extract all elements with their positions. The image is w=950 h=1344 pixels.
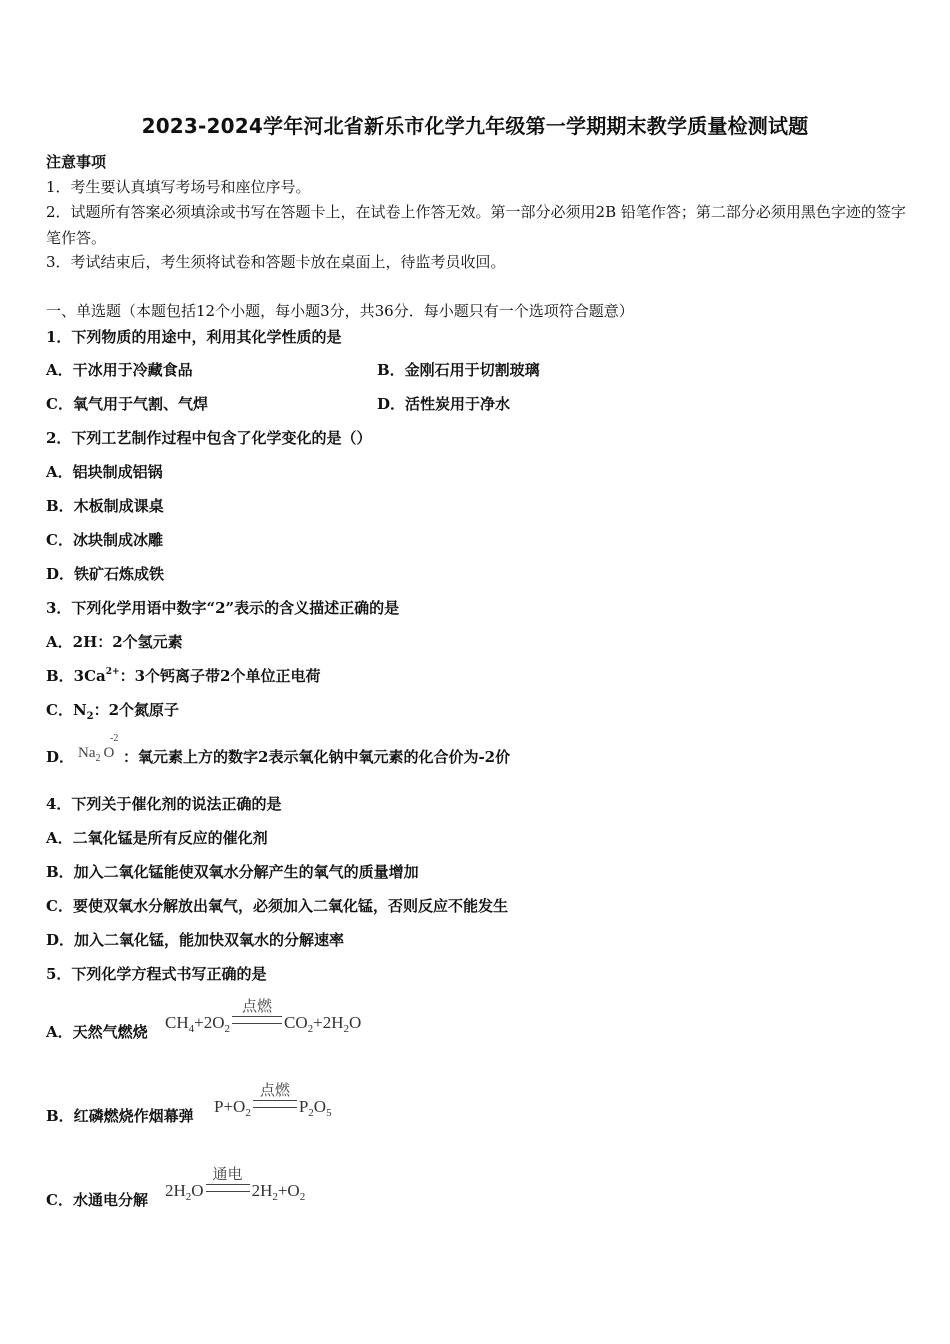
q3-option-d-text: ：氧元素上方的数字2表示氧化钠中氧元素的化合价为-2价 [123, 748, 511, 766]
q3-option-b [46, 666, 320, 686]
q4-option-a: A．二氧化锰是所有反应的催化剂 [46, 829, 268, 847]
q4-stem: 4．下列关于催化剂的说法正确的是 [46, 795, 282, 813]
q4-option-b: B．加入二氧化锰能使双氧水分解产生的氧气的质量增加 [46, 863, 419, 881]
q1-option-d: D．活性炭用于净水 [377, 395, 511, 413]
q5-option-c-equation: $2H_2O$ 通电 $2H_2+O_2$ [165, 1165, 306, 1203]
q5-a-condition [232, 997, 282, 1033]
q2-stem: 2．下列工艺制作过程中包含了化学变化的是（） [46, 429, 372, 447]
q5-c-condition-label: 通电 [212, 1165, 243, 1183]
notice-item-2: 2．试题所有答案必须填涂或书写在答题卡上，在试卷上作答无效。第一部分必须用2B 铅笔作答；第二部分必须用黑色字迹的签字笔作答。 [46, 203, 906, 247]
q5-a-condition-label: 点燃 [241, 997, 272, 1015]
q3-d-o: O [103, 745, 115, 761]
q5-option-a-label: A．天然气燃烧 [46, 1023, 148, 1041]
q3-b-superscript: 2+ [105, 667, 120, 677]
q3-option-a: A．2H：2个氢元素 [46, 633, 183, 651]
q3-stem: 3．下列化学用语中数字“2”表示的含义描述正确的是 [46, 599, 400, 617]
q3-b-text: ：3个钙离子带2个单位正电荷 [119, 667, 321, 685]
q1-option-b: B．金刚石用于切割玻璃 [377, 361, 540, 379]
page-title: 2023-2024学年河北省新乐市化学九年级第一学期期末教学质量检测试题 [141, 114, 809, 138]
q5-stem: 5．下列化学方程式书写正确的是 [46, 965, 267, 983]
notice-heading: 注意事项 [46, 153, 107, 171]
q5-option-b-label: B．红磷燃烧作烟幕弹 [46, 1107, 194, 1125]
q3-b-prefix: B．3Ca [46, 667, 106, 685]
q5-c-condition [206, 1165, 250, 1201]
q1-option-a: A．干冰用于冷藏食品 [46, 361, 193, 379]
notice-item-3: 3．考试结束后，考生须将试卷和答题卡放在桌面上，待监考员收回。 [46, 253, 506, 271]
q2-option-c: C．冰块制成冰雕 [46, 531, 163, 549]
q3-d-sub: 2 [95, 753, 101, 764]
q5-option-a-equation: $CH_4+2O_2$ 点燃 $CO_2+2H_2O$ [165, 997, 362, 1035]
q5-b-condition [253, 1081, 297, 1117]
q4-option-c: C．要使双氧水分解放出氧气，必须加入二氧化锰，否则反应不能发生 [46, 897, 508, 915]
q2-option-b: B．木板制成课桌 [46, 497, 164, 515]
q5-b-condition-label: 点燃 [259, 1081, 290, 1099]
q3-d-formula [78, 733, 119, 764]
section-heading: 一、单选题（本题包括12个小题，每小题3分，共36分．每小题只有一个选项符合题意） [46, 302, 634, 320]
q5-option-c-label: C．水通电分解 [46, 1191, 148, 1209]
q3-d-charge: -2 [110, 733, 119, 744]
q1-option-c: C．氧气用于气割、气焊 [46, 395, 208, 413]
q3-c-subscript: 2 [86, 711, 94, 722]
q3-option-c [46, 700, 179, 727]
q2-option-a: A．铝块制成铝锅 [46, 463, 163, 481]
notice-item-1: 1．考生要认真填写考场号和座位序号。 [46, 178, 311, 196]
q3-d-na: Na [78, 745, 96, 761]
q4-option-d: D．加入二氧化锰，能加快双氧水的分解速率 [46, 931, 345, 949]
q3-option-d-label: D． [46, 748, 75, 766]
q5-option-b-equation: $P+O_2$ 点燃 $P_2O_5$ [214, 1081, 332, 1119]
q3-c-prefix: C．N [46, 701, 87, 719]
q2-option-d: D．铁矿石炼成铁 [46, 565, 165, 583]
q1-stem: 1．下列物质的用途中，利用其化学性质的是 [46, 328, 342, 346]
q3-c-text: ：2个氮原子 [93, 701, 180, 719]
